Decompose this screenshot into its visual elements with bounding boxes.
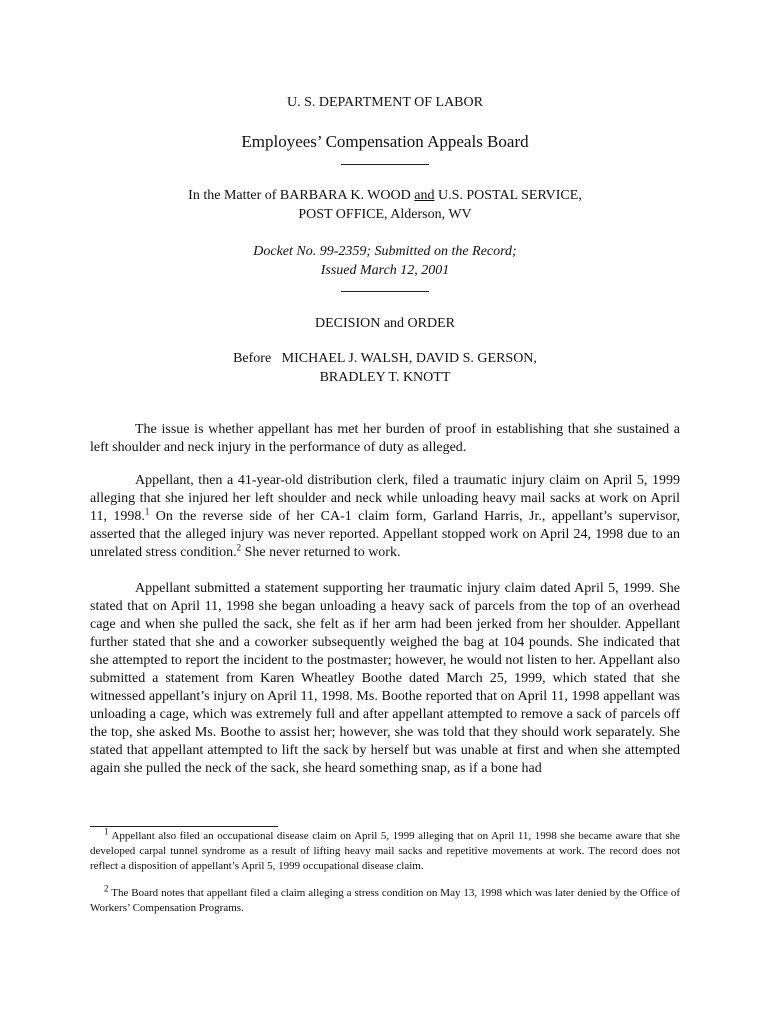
matter-conjunction: and (414, 188, 435, 203)
department-heading: U. S. DEPARTMENT OF LABOR (287, 95, 483, 110)
footnote-1 (90, 826, 680, 874)
footnote-ref-2: 2 (236, 542, 242, 553)
before-line-1: Before MICHAEL J. WALSH, DAVID S. GERSON, (233, 351, 537, 366)
before-line-2: BRADLEY T. KNOTT (319, 370, 451, 385)
footnote-ref-1: 1 (144, 506, 150, 517)
footnote-1-text: Appellant also filed an occupational disease claim on April 5, 1999 alleging that on April 11, 1998 she became aware that she developed carpal tunnel syndrome as a result of lifting heavy mail sacks and repetitive movements at work. The record does not reflect a disposition of appellant’s April 5, 1999 occupational disease claim. (90, 830, 680, 872)
matter-prefix: In the Matter of BARBARA K. WOOD (188, 188, 411, 203)
matter-employer: U.S. POSTAL SERVICE, (437, 188, 582, 203)
footnote-2-text: The Board notes that appellant filed a claim alleging a stress condition on May 13, 1998 which was later denied by the Office of Workers’ Compensation Programs. (90, 887, 680, 914)
paragraph-claim-text-c: She never returned to work. (241, 545, 401, 560)
footnote-separator (90, 826, 278, 827)
paragraph-claim-text-b: On the reverse side of her CA-1 claim form, Garland Harris, Jr., appellant’s supervisor, asserted that the alleged injury was never reported. Appellant stopped work on April 24, 1998 due to an unrelated stress condition. (90, 509, 681, 560)
docket-rule (341, 291, 429, 292)
docket-line-2: Issued March 12, 2001 (320, 263, 450, 278)
paragraph-statement: Appellant submitted a statement supporting her traumatic injury claim dated April 5, 1999. She stated that on April 11, 1998 she began unloading a heavy sack of parcels from the top of an overhead cage and when she pulled the sack, she felt as if her arm had been jerked from her shoulder. Appellant further stated that she and a coworker subsequently weighed the bag at 104 pounds. She indicated that she attempted to report the incident to the postmaster; however, he would not listen to her. Appellant also submitted a statement from Karen Wheatley Boothe dated March 25, 1999, which stated that she witnessed appellant’s injury on April 11, 1998. Ms. Boothe reported that on April 11, 1998 appellant was unloading a cage, which was extremely full and after appellant attempted to remove a sack of parcels off the top, she asked Ms. Boothe to assist her; however, she was told that they should work separately. She stated that appellant attempted to lift the sack by herself but was unable at first and when she attempted again she pulled the neck of the sack, she heard something snap, as if a bone had (90, 581, 680, 776)
paragraph-issue: The issue is whether appellant has met her burden of proof in establishing that she sustained a left shoulder and neck injury in the performance of duty as alleged. (90, 422, 680, 455)
matter-line-1 (0, 186, 770, 206)
decision-title: DECISION and ORDER (315, 316, 455, 331)
footnote-2 (90, 883, 680, 916)
board-title: Employees’ Compensation Appeals Board (241, 132, 529, 151)
footnote-1-mark: 1 (104, 826, 109, 837)
footnote-2-mark: 2 (104, 883, 109, 894)
paragraph-claim-text-a: Appellant, then a 41-year-old distribution clerk, filed a traumatic injury claim on April 5, 1999 alleging that she injured her left shoulder and neck while unloading heavy mail sacks at work on April 11, 1998. (90, 473, 680, 524)
title-rule (341, 164, 429, 165)
docket-line-1: Docket No. 99-2359; Submitted on the Record; (253, 244, 517, 259)
matter-line-2: POST OFFICE, Alderson, WV (298, 207, 472, 222)
paragraph-claim (90, 472, 680, 562)
